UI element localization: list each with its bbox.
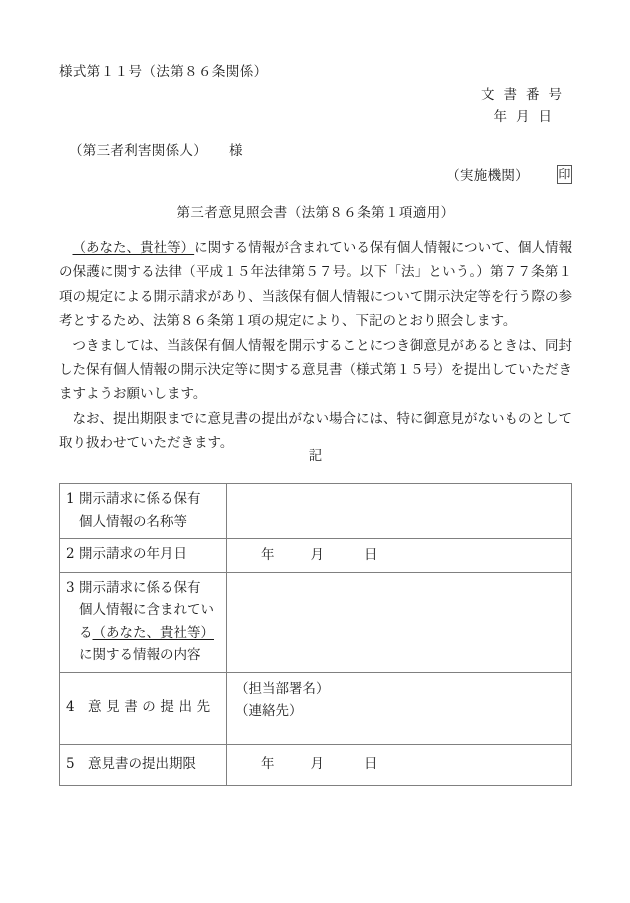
body-text [59,236,572,456]
table-row-3-value[interactable] [227,572,572,672]
row-1-label-line-2: 個人情報の名称等 [79,513,187,530]
table-row-5-label [60,744,227,785]
table-row-1-label [60,484,227,539]
seal-icon: 印 [557,165,572,184]
agency-line [446,164,572,184]
row-4-label-line-1 [66,696,220,719]
row-1-label-line-1 [66,488,220,511]
row-3-label-text-1: 開示請求に係る保有 [79,579,201,596]
paragraph-1 [59,236,572,334]
row-5-label-text-1: 意見書の提出期限 [88,755,196,772]
paragraph-3: なお、提出期限までに意見書の提出がない場合には、特に御意見がないものとして取り扱わせていただきます。 [59,410,572,452]
table-row-2-value[interactable] [227,539,572,573]
row-5-number: 5 [66,755,75,772]
form-table [59,483,572,786]
table-row-4-label [60,672,227,744]
table-row [60,539,572,573]
row-2-label-line-1 [66,543,220,566]
row-2-year-placeholder: 年 [261,547,275,563]
row-2-month-placeholder: 月 [310,547,324,563]
row-3-label-line-1 [66,577,220,600]
table-row [60,572,572,672]
paragraph-1-underlined-subject: （あなた、貴社等） [72,240,195,256]
row-3-label-line-3 [66,622,220,645]
row-3-label-line-4: に関する情報の内容 [79,647,201,663]
table-row [60,672,572,744]
row-1-number: 1 [66,491,75,507]
ki-marker: 記 [308,448,323,464]
table-row [60,484,572,539]
table-row-5-value[interactable] [227,744,572,785]
page-title: 第三者意見照会書（法第８６条第１項適用） [176,205,455,221]
table-row-1-value[interactable] [227,484,572,539]
row-5-day-placeholder: 日 [364,756,378,773]
agency-label: （実施機関） [446,168,529,184]
table-row-2-label [60,539,227,573]
row-2-number: 2 [66,546,75,562]
addressee-label: （第三者利害関係人） [69,143,207,159]
paragraph-1-rest: に関する情報が含まれている保有個人情報について、個人情報の保護に関する法律（平成１５年法律第５７号。以下「法」という。）第７７条第１項の規定による開示請求があり、当該保有個人情報について開示決定等を行う際の参考とするため、法第８６条第１項の規定により、下記のとおり照会します。 [59,240,572,330]
row-3-label-line-2: 個人情報に含まれてい [79,602,214,618]
row-3-label-line-3-underlined: （あなた、貴社等） [92,624,214,641]
table-row [60,744,572,785]
row-2-day-placeholder: 日 [364,547,378,563]
row-4-value-line-2: （連絡先） [235,703,303,719]
document-body [59,0,572,903]
row-5-label-line-1 [66,753,220,776]
row-4-value-line-1: （担当部署名） [235,680,330,697]
addressee-honorific: 様 [229,143,243,159]
row-3-number: 3 [66,579,75,596]
row-4-label-text-1: 意見書の提出先 [88,699,215,716]
paragraph-2: つきましては、当該保有個人情報を開示することにつき御意見があるときは、同封した保有個人情報の開示決定等に関する意見書（様式第１５号）を提出していただきますようお願いします。 [59,337,572,403]
form-number: 様式第１１号（法第８６条関係） [59,64,268,80]
table-row-3-label [60,572,227,672]
document-date-label: 年月日 [493,109,561,125]
row-5-month-placeholder: 月 [310,756,324,773]
document-number-label: 文書番号 [481,87,571,103]
document-number-block [481,84,572,128]
row-4-number: 4 [66,699,75,716]
row-3-label-line-3-prefix: る [79,624,93,641]
table-row-4-value[interactable] [227,672,572,744]
addressee-line [69,139,243,159]
row-1-label-text-1: 開示請求に係る保有 [79,491,201,507]
row-2-label-text-1: 開示請求の年月日 [79,546,187,562]
row-5-year-placeholder: 年 [261,756,275,773]
